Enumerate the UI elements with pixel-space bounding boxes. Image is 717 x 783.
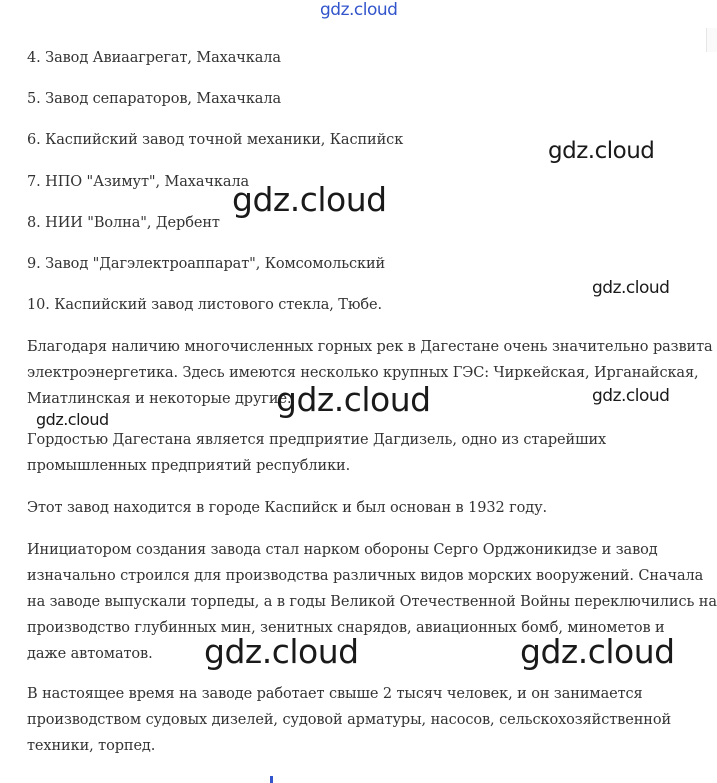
paragraph-line: Гордостью Дагестана является предприятие Дагдизель, одно из старейших	[27, 432, 607, 448]
list-item: 5. Завод сепараторов, Махачкала	[27, 91, 281, 107]
list-item: 10. Каспийский завод листового стекла, Тюбе.	[27, 297, 383, 313]
paragraph-line: Благодаря наличию многочисленных горных рек в Дагестане очень значительно развита	[27, 339, 713, 355]
paragraph-line: промышленных предприятий республики.	[27, 458, 351, 474]
paragraph-line: производство глубинных мин, зенитных снарядов, авиационных бомб, минометов и	[27, 620, 665, 636]
watermark: gdz.cloud	[520, 632, 675, 671]
paragraph-line: изначально строился для производства различных видов морских вооружений. Сначала	[27, 568, 704, 584]
watermark: gdz.cloud	[232, 180, 387, 219]
paragraph-founded	[27, 495, 687, 521]
watermark: gdz.cloud	[36, 410, 109, 429]
paragraph-line: электроэнергетика. Здесь имеются несколько крупных ГЭС: Чиркейская, Ирганайская,	[27, 365, 699, 381]
list-item: 9. Завод "Дагэлектроаппарат", Комсомольский	[27, 256, 386, 272]
list-item: 6. Каспийский завод точной механики, Каспийск	[27, 132, 404, 148]
watermark: gdz.cloud	[276, 380, 431, 419]
paragraph-present	[27, 681, 687, 759]
paragraph-dagdizel	[27, 427, 687, 479]
watermark-top: gdz.cloud	[320, 0, 398, 20]
paragraph-line: производством судовых дизелей, судовой арматуры, насосов, сельскохозяйственной	[27, 712, 672, 728]
scroll-indicator	[270, 776, 273, 783]
paragraph-line: В настоящее время на заводе работает свыше 2 тысяч человек, и он занимается	[27, 686, 643, 702]
paragraph-line: Миатлинская и некоторые другие.	[27, 391, 292, 407]
paragraph-line: Этот завод находится в городе Каспийск и был основан в 1932 году.	[27, 500, 548, 516]
paragraph-line: техники, торпед.	[27, 738, 156, 754]
watermark: gdz.cloud	[548, 138, 655, 164]
paragraph-line: даже автоматов.	[27, 646, 153, 662]
watermark: gdz.cloud	[592, 278, 670, 298]
watermark: gdz.cloud	[204, 632, 359, 671]
scroll-edge	[706, 28, 717, 52]
list-item: 7. НПО "Азимут", Махачкала	[27, 174, 250, 190]
paragraph-line: Инициатором создания завода стал нарком обороны Серго Орджоникидзе и завод	[27, 542, 658, 558]
list-item: 4. Завод Авиаагрегат, Махачкала	[27, 50, 281, 66]
paragraph-line: на заводе выпускали торпеды, а в годы Великой Отечественной Войны переключились на	[27, 594, 717, 610]
list-item: 8. НИИ "Волна", Дербент	[27, 215, 220, 231]
watermark: gdz.cloud	[592, 386, 670, 406]
